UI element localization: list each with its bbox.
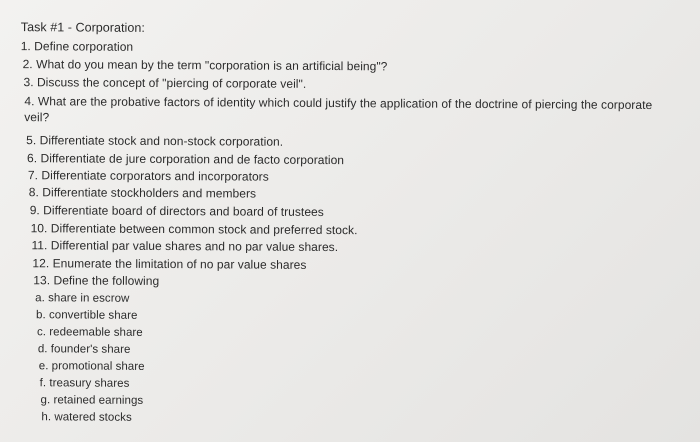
question-2: 2. What do you mean by the term "corporation is an artificial being"? bbox=[22, 57, 388, 74]
subitem-e: e. promotional share bbox=[38, 360, 145, 373]
question-10: 10. Differentiate between common stock and preferred stock. bbox=[30, 221, 358, 238]
question-7: 7. Differentiate corporators and incorporators bbox=[27, 168, 269, 184]
subitem-b: b. convertible share bbox=[36, 309, 138, 322]
question-13: 13. Define the following bbox=[33, 273, 160, 288]
task-title: Task #1 - Corporation: bbox=[20, 20, 145, 35]
question-12: 12. Enumerate the limitation of no par value shares bbox=[32, 256, 307, 272]
subitem-a: a. share in escrow bbox=[35, 292, 130, 305]
subitem-c: c. redeemable share bbox=[36, 326, 143, 339]
question-3: 3. Discuss the concept of "piercing of corporate veil". bbox=[23, 75, 307, 91]
subitem-g: g. retained earnings bbox=[40, 394, 144, 407]
question-1: 1. Define corporation bbox=[20, 39, 134, 54]
question-11: 11. Differential par value shares and no par value shares. bbox=[31, 238, 339, 255]
question-4-continued: veil? bbox=[24, 110, 50, 125]
subitem-h: h. watered stocks bbox=[41, 411, 132, 424]
question-9: 9. Differentiate board of directors and board of trustees bbox=[29, 203, 324, 219]
question-6: 6. Differentiate de jure corporation and de facto corporation bbox=[26, 151, 345, 168]
question-8: 8. Differentiate stockholders and members bbox=[28, 185, 257, 201]
subitem-d: d. founder's share bbox=[37, 343, 131, 356]
subitem-f: f. treasury shares bbox=[39, 377, 130, 390]
question-5: 5. Differentiate stock and non-stock corporation. bbox=[26, 133, 284, 149]
question-4: 4. What are the probative factors of identity which could justify the application of the doctrine of piercing the corporate bbox=[24, 94, 653, 112]
